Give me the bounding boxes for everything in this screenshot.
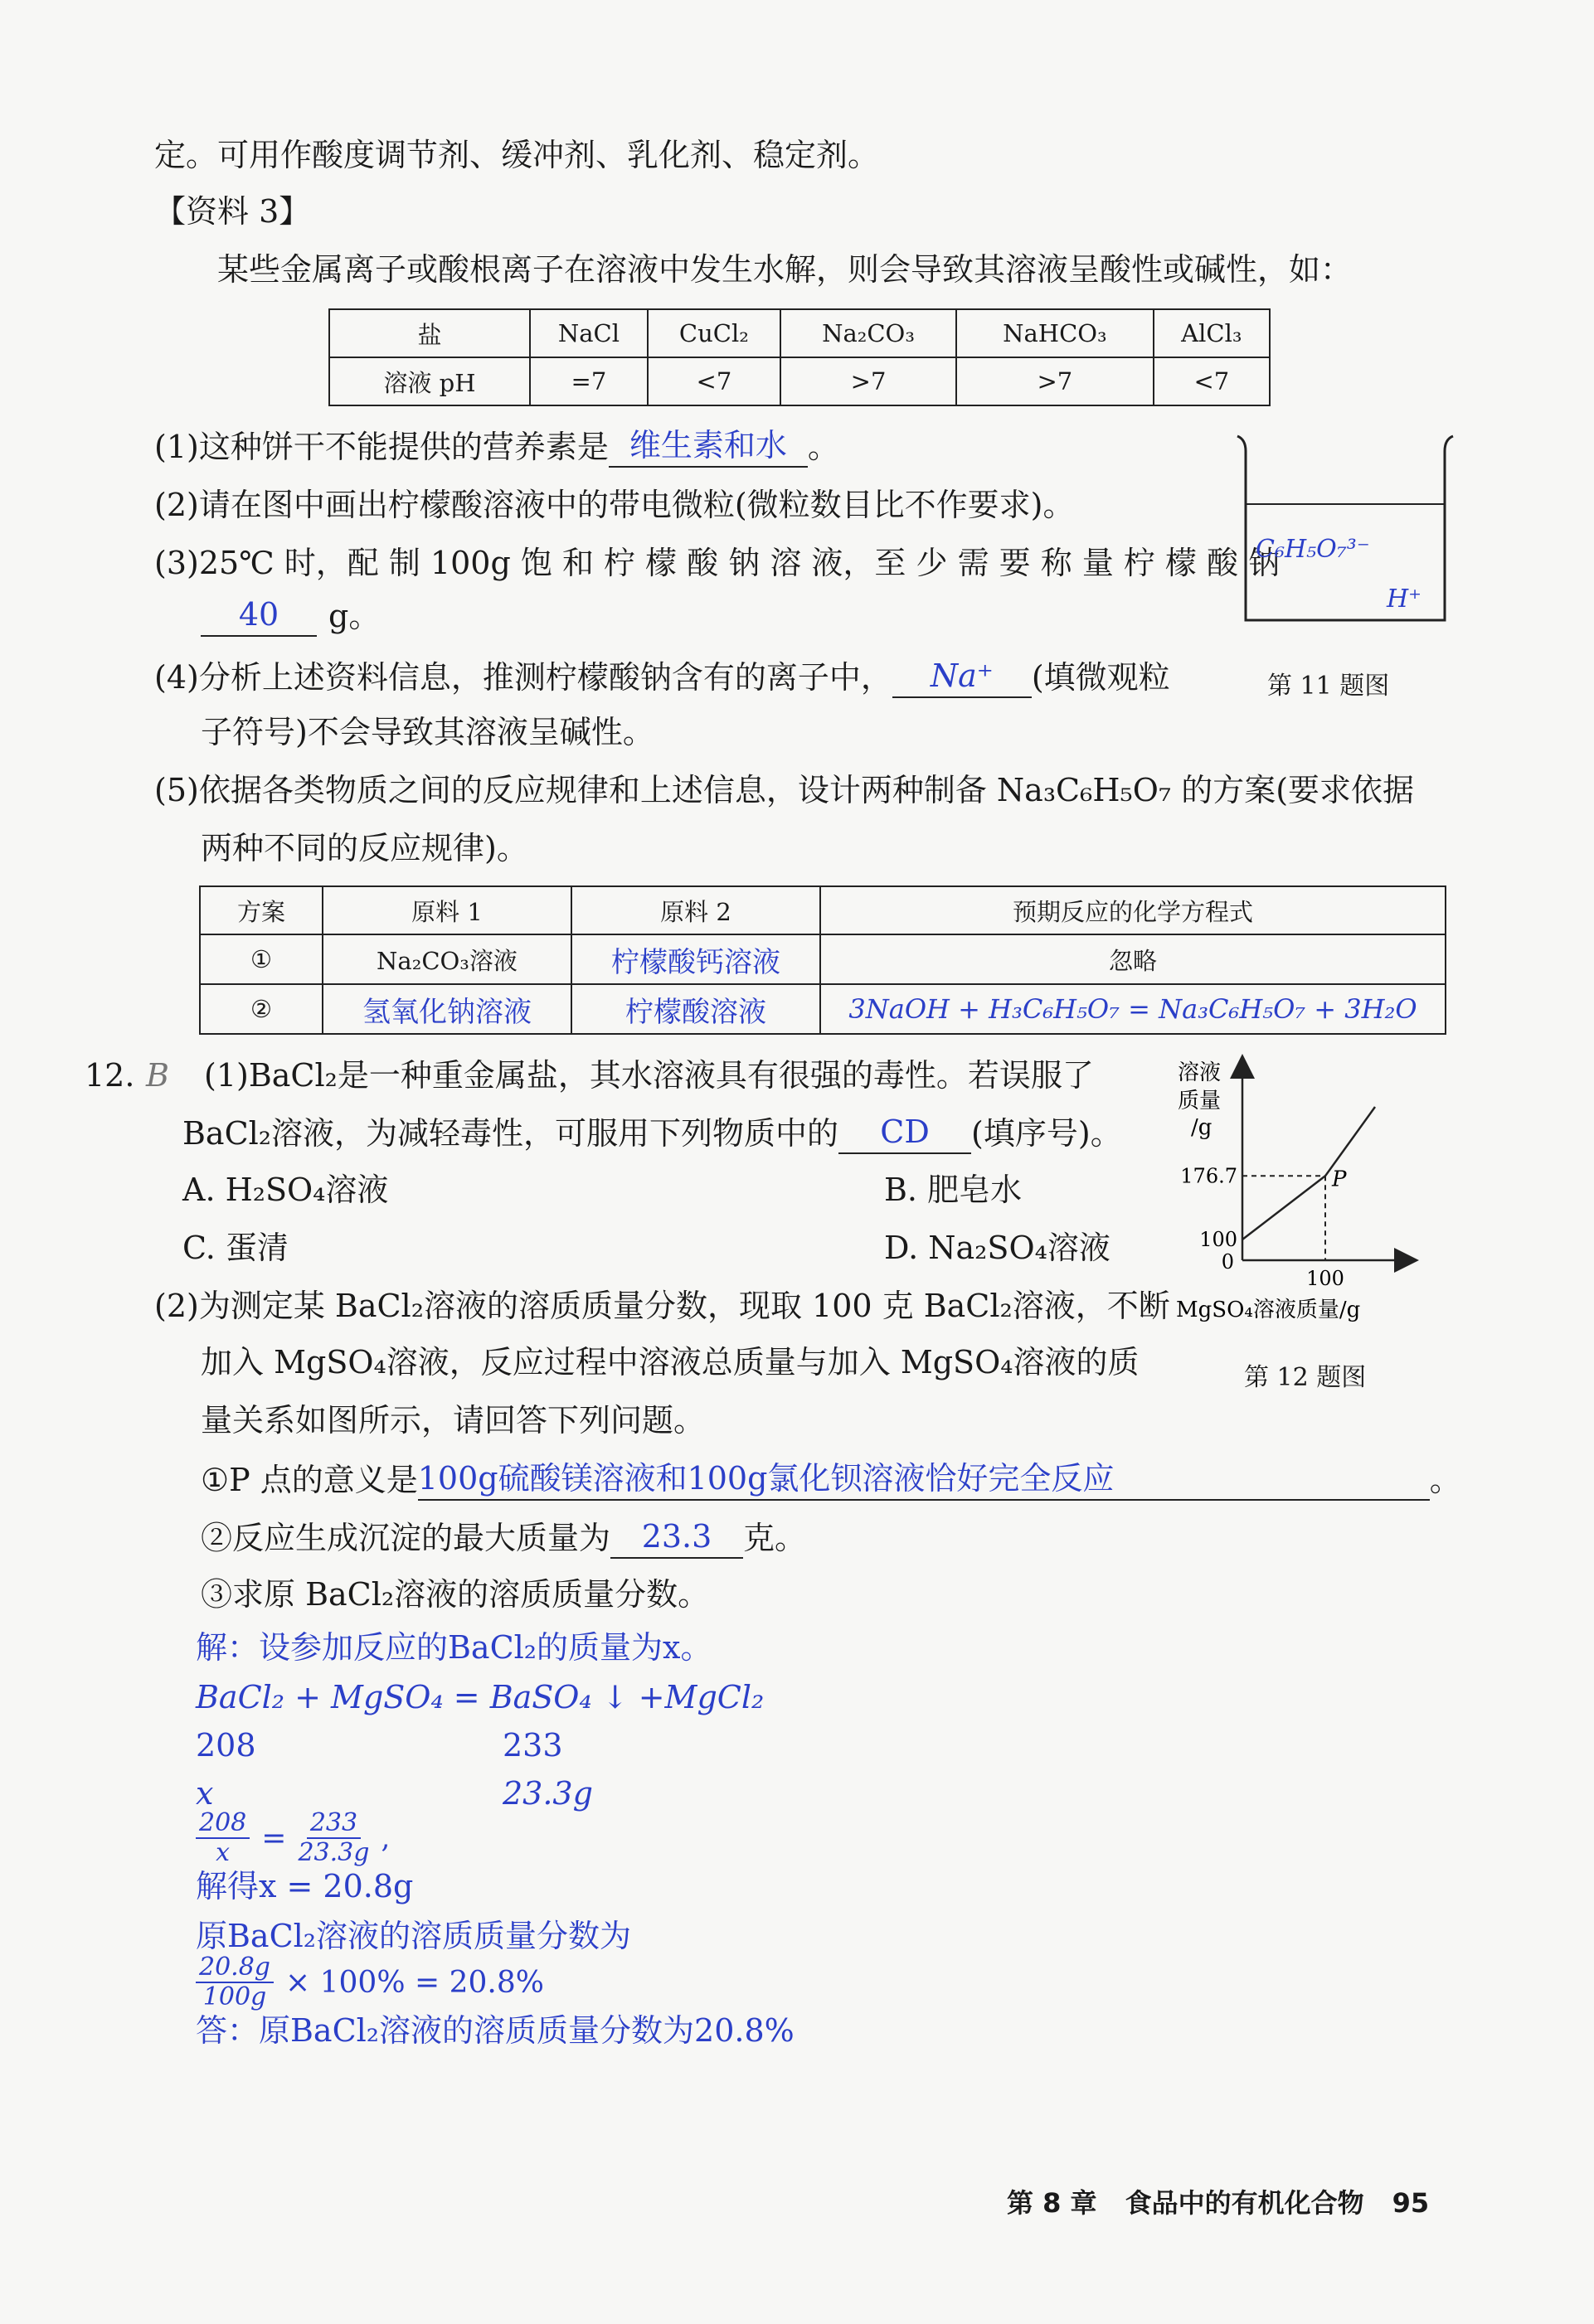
footer	[1007, 2182, 1429, 2220]
mass-line	[1242, 1107, 1375, 1240]
table-cell: <7	[1154, 357, 1270, 405]
figure-12-caption: 第 12 题图	[1244, 1363, 1367, 1392]
fraction-3	[196, 1953, 274, 2011]
table-cell: >7	[780, 357, 956, 405]
y-label-3: /g	[1191, 1115, 1213, 1140]
fraction-2	[298, 1809, 369, 1867]
q4-suffix: (填微观粒	[1031, 659, 1170, 696]
fig12-graph	[1158, 1051, 1473, 1333]
solution-208: 208	[196, 1727, 256, 1764]
option-b: B. 肥皂水	[884, 1172, 1023, 1208]
q12-number: 12.	[85, 1057, 135, 1094]
table-cell: <7	[648, 357, 780, 405]
salt-ph-table	[328, 308, 1271, 406]
beaker-figure	[1232, 431, 1456, 638]
material3-title: 【资料 3】	[154, 193, 311, 230]
table-cell: 柠檬酸钙溶液	[571, 934, 820, 984]
equals-sign: =	[261, 1821, 287, 1856]
intro-line: 定。可用作酸度调节剂、缓冲剂、乳化剂、稳定剂。	[154, 137, 880, 173]
figure-11-caption: 第 11 题图	[1267, 672, 1390, 701]
plan-table	[199, 885, 1446, 1035]
table-cell: Na₂CO₃溶液	[323, 934, 571, 984]
solution-result: 解得x = 20.8g	[196, 1868, 414, 1904]
q4-answer: Na⁺	[892, 655, 1032, 698]
solution-answer: 答：原BaCl₂溶液的溶质质量分数为20.8%	[196, 2012, 795, 2049]
solution-x: x	[196, 1775, 214, 1812]
solution-equation: BaCl₂ + MgSO₄ = BaSO₄ ↓ +MgCl₂	[196, 1679, 765, 1715]
ion-citrate: C₆H₅O₇³⁻	[1256, 535, 1370, 564]
question-2: (2)请在图中画出柠檬酸溶液中的带电微粒(微粒数目比不作要求)。	[154, 487, 1075, 523]
q1-prefix: (1)这种饼干不能提供的营养素是	[154, 429, 609, 465]
q12-mark: B	[146, 1057, 169, 1094]
solution-line-7: 原BaCl₂溶液的溶质质量分数为	[196, 1918, 632, 1954]
table-header: CuCl₂	[648, 309, 780, 357]
question-3-line2	[201, 594, 380, 637]
table-cell: 忽略	[820, 934, 1446, 984]
table-header: NaHCO₃	[956, 309, 1154, 357]
table-header: 方案	[200, 886, 323, 934]
q12-sub1	[201, 1458, 1461, 1501]
ion-hydrogen: H⁺	[1387, 585, 1421, 614]
footer-title: 食品中的有机化合物	[1125, 2187, 1364, 2219]
option-a: A. H₂SO₄溶液	[182, 1172, 389, 1208]
solution-proportion	[196, 1809, 390, 1867]
table-cell: 氢氧化钠溶液	[323, 984, 571, 1034]
solution-233: 233	[503, 1727, 563, 1764]
x-axis-label: MgSO₄溶液质量/g	[1176, 1298, 1361, 1322]
q3-suffix: g。	[328, 598, 381, 634]
frac1-num: 208	[196, 1809, 250, 1839]
question-3-line1: (3)25℃ 时，配 制 100g 饱 和 柠 檬 酸 钠 溶 液，至 少 需 要 称 量 柠 檬 酸 钠	[154, 545, 1281, 581]
q1-suffix: 。	[807, 429, 839, 465]
q1-answer: 维生素和水	[609, 425, 808, 468]
y-label-2: 质量	[1178, 1089, 1222, 1113]
table-header: 预期反应的化学方程式	[820, 886, 1446, 934]
footer-chapter: 第 8 章	[1007, 2187, 1097, 2219]
y-tick-100: 100	[1199, 1228, 1237, 1251]
question-4-line1	[154, 655, 1170, 698]
option-c: C. 蛋清	[182, 1230, 289, 1266]
q12-p1-prefix: BaCl₂溶液，为减轻毒性，可服用下列物质中的	[182, 1115, 839, 1152]
q12-part2-line2: 加入 MgSO₄溶液，反应过程中溶液总质量与加入 MgSO₄溶液的质	[201, 1344, 1140, 1380]
fraction-1	[196, 1809, 250, 1867]
solution-percent	[196, 1953, 544, 2011]
table-header: Na₂CO₃	[780, 309, 956, 357]
q12-p1-suffix: (填序号)。	[971, 1115, 1122, 1152]
table-header: AlCl₃	[1154, 309, 1270, 357]
table-cell: 3NaOH + H₃C₆H₅O₇ = Na₃C₆H₅O₇ + 3H₂O	[820, 984, 1446, 1034]
x-tick-100: 100	[1306, 1267, 1344, 1290]
frac3-num: 20.8g	[196, 1953, 274, 1983]
comma: ,	[381, 1822, 391, 1855]
q12-sub2	[201, 1516, 806, 1559]
table-cell: >7	[956, 357, 1154, 405]
q12-s1-answer: 100g硫酸镁溶液和100g氯化钡溶液恰好完全反应	[418, 1458, 1430, 1501]
table-cell: ①	[200, 934, 323, 984]
table-cell: 溶液 pH	[329, 357, 530, 405]
frac2-den: 23.3g	[298, 1838, 370, 1867]
page-number: 95	[1392, 2187, 1430, 2219]
table-cell: =7	[530, 357, 648, 405]
q12-sub3: ③求原 BaCl₂溶液的溶质质量分数。	[201, 1576, 710, 1613]
y-label-1: 溶液	[1178, 1060, 1222, 1085]
q4-prefix: (4)分析上述资料信息，推测柠檬酸钠含有的离子中，	[154, 659, 892, 696]
solution-line-1: 解：设参加反应的BaCl₂的质量为x。	[196, 1629, 712, 1666]
frac1-den: x	[216, 1838, 231, 1867]
q12-part1-line2	[182, 1111, 1122, 1154]
question-5-line1: (5)依据各类物质之间的反应规律和上述信息，设计两种制备 Na₃C₆H₅O₇ 的方案(要求依据	[154, 772, 1415, 808]
frac2-num: 233	[307, 1809, 361, 1839]
table-header: NaCl	[530, 309, 648, 357]
q12-s1-prefix: ①P 点的意义是	[201, 1462, 418, 1498]
table-cell: ②	[200, 984, 323, 1034]
q12-s2-answer: 23.3	[610, 1516, 743, 1559]
q12-s1-suffix: 。	[1429, 1462, 1461, 1498]
material3-text: 某些金属离子或酸根离子在溶液中发生水解，则会导致其溶液呈酸性或碱性，如：	[217, 251, 1353, 288]
question-4-line2: 子符号)不会导致其溶液呈碱性。	[201, 714, 654, 750]
q12-s2-suffix: 克。	[743, 1520, 807, 1556]
percent-calc: × 100% = 20.8%	[285, 1965, 544, 2000]
q12-s2-prefix: ②反应生成沉淀的最大质量为	[201, 1520, 611, 1556]
question-1	[154, 425, 839, 468]
solution-23-3g: 23.3g	[503, 1775, 593, 1812]
q12-p1-answer: CD	[838, 1111, 971, 1154]
table-cell: 柠檬酸溶液	[571, 984, 820, 1034]
question-5-line2: 两种不同的反应规律)。	[201, 830, 528, 866]
table-header: 原料 1	[323, 886, 571, 934]
y-tick-0: 0	[1221, 1250, 1234, 1274]
y-tick-176-7: 176.7	[1180, 1164, 1237, 1188]
option-d: D. Na₂SO₄溶液	[884, 1230, 1110, 1266]
q12-part2-line3: 量关系如图所示，请回答下列问题。	[201, 1402, 706, 1439]
frac3-den: 100g	[202, 1982, 267, 2011]
table-header: 原料 2	[571, 886, 820, 934]
q12-part1-line1: (1)BaCl₂是一种重金属盐，其水溶液具有很强的毒性。若误服了	[204, 1057, 1094, 1094]
q3-answer: 40	[201, 594, 317, 637]
table-header: 盐	[329, 309, 530, 357]
point-p-label: P	[1332, 1167, 1347, 1192]
q12-part2-line1: (2)为测定某 BaCl₂溶液的溶质质量分数，现取 100 克 BaCl₂溶液，不断	[154, 1288, 1170, 1324]
